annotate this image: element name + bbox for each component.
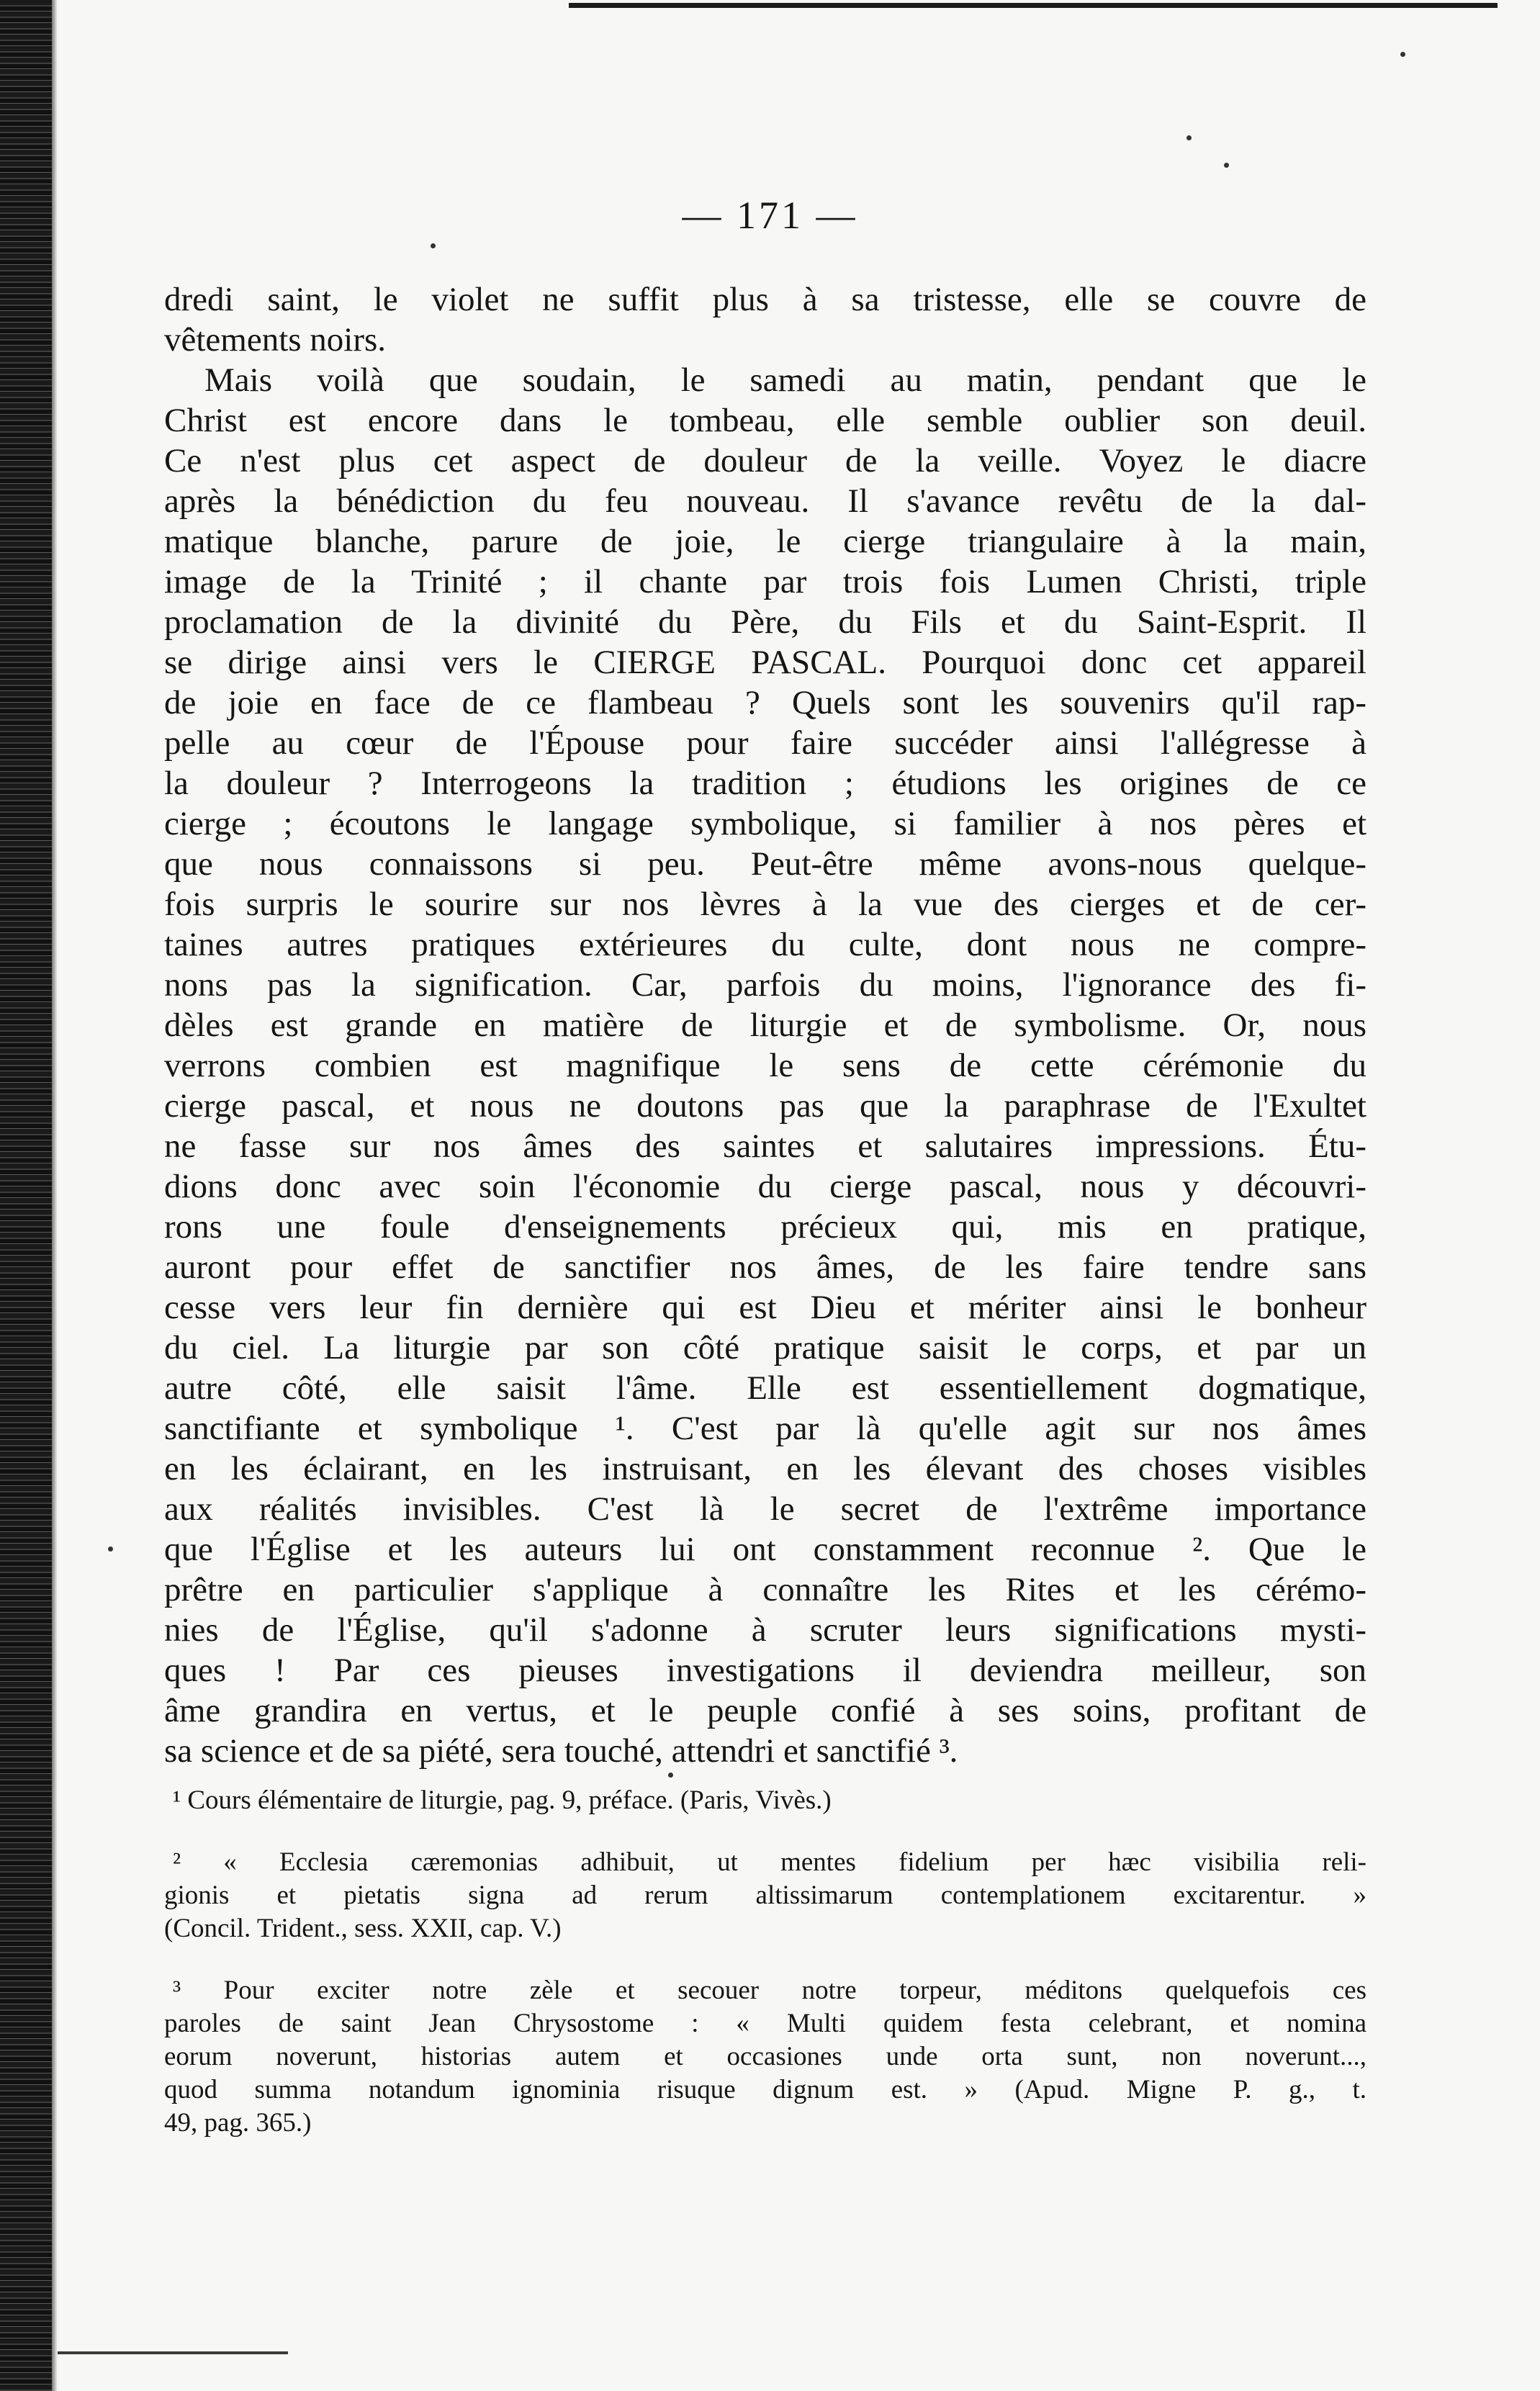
scan-speck: [431, 243, 436, 248]
text-line: cierge pascal, et nous ne doutons pas que la paraphrase de l'Exultet: [164, 1087, 1366, 1125]
footnote-line: ¹ Cours élémentaire de liturgie, pag. 9, préface. (Paris, Vivès.): [173, 1786, 832, 1815]
footnote-2: [164, 1846, 1366, 1945]
footnotes: [164, 1784, 1366, 2169]
scan-edge-shadow: [52, 0, 58, 2391]
text-line: se dirige ainsi vers le CIERGE PASCAL. Pourquoi donc cet appareil: [164, 644, 1366, 681]
footnote-line: paroles de saint Jean Chrysostome : « Multi quidem festa celebrant, et nomina: [164, 2009, 1366, 2038]
text-line: en les éclairant, en les instruisant, en les élevant des choses visibles: [164, 1450, 1366, 1487]
scan-speck: [108, 1546, 113, 1552]
text-line: que l'Église et les auteurs lui ont constamment reconnue ². Que le: [164, 1531, 1366, 1568]
text-line: nies de l'Église, qu'il s'adonne à scruter leurs significations mysti-: [164, 1611, 1366, 1649]
footnote-line: gionis et pietatis signa ad rerum altissimarum contemplationem excitarentur. »: [164, 1881, 1366, 1910]
text-line: dions donc avec soin l'économie du cierge pascal, nous y découvri-: [164, 1168, 1366, 1205]
scan-speck: [1224, 163, 1229, 168]
scan-top-rule: [569, 3, 1498, 8]
scan-speck: [1186, 135, 1192, 140]
text-line: proclamation de la divinité du Père, du Fils et du Saint-Esprit. Il: [164, 603, 1366, 641]
text-line: prêtre en particulier s'applique à connaître les Rites et les cérémo-: [164, 1571, 1366, 1608]
scan-binding-edge: [0, 0, 52, 2391]
text-line: matique blanche, parure de joie, le cierge triangulaire à la main,: [164, 523, 1366, 560]
text-line: du ciel. La liturgie par son côté pratique saisit le corps, et par un: [164, 1329, 1366, 1366]
text-line: autre côté, elle saisit l'âme. Elle est essentiellement dogmatique,: [164, 1369, 1366, 1407]
text-line: Ce n'est plus cet aspect de douleur de la veille. Voyez le diacre: [164, 442, 1366, 479]
footnote-line: (Concil. Trident., sess. XXII, cap. V.): [164, 1914, 562, 1943]
text-line: auront pour effet de sanctifier nos âmes, de les faire tendre sans: [164, 1248, 1366, 1286]
text-line: sa science et de sa piété, sera touché, attendri et sanctifié ³.: [164, 1732, 958, 1770]
text-line: que nous connaissons si peu. Peut-être même avons-nous quelque-: [164, 845, 1366, 883]
text-line: taines autres pratiques extérieures du culte, dont nous ne compre-: [164, 926, 1366, 963]
text-line: rons une foule d'enseignements précieux qui, mis en pratique,: [164, 1208, 1366, 1246]
footnote-line: 49, pag. 365.): [164, 2108, 312, 2138]
text-line: ques ! Par ces pieuses investigations il deviendra meilleur, son: [164, 1652, 1366, 1689]
text-line: Christ est encore dans le tombeau, elle semble oublier son deuil.: [164, 402, 1366, 439]
footnote-line: ² « Ecclesia cæremonias adhibuit, ut mentes fidelium per hæc visibilia reli-: [173, 1847, 1366, 1877]
footnote-line: quod summa notandum ignominia risuque dignum est. » (Apud. Migne P. g., t.: [164, 2075, 1366, 2104]
text-line: sanctifiante et symbolique ¹. C'est par là qu'elle agit sur nos âmes: [164, 1410, 1366, 1447]
text-line: nons pas la signification. Car, parfois du moins, l'ignorance des fi-: [164, 966, 1366, 1004]
page-number: — 171 —: [682, 194, 858, 237]
text-line: Mais voilà que soudain, le samedi au matin, pendant que le: [204, 361, 1366, 399]
footnote-3: [164, 1974, 1366, 2140]
scan-speck: [668, 1773, 673, 1778]
text-line: cierge ; écoutons le langage symbolique, si familier à nos pères et: [164, 805, 1366, 842]
text-line: aux réalités invisibles. C'est là le secret de l'extrême importance: [164, 1490, 1366, 1528]
text-line: fois surpris le sourire sur nos lèvres à la vue des cierges et de cer-: [164, 886, 1366, 923]
text-line: vêtements noirs.: [164, 321, 387, 359]
text-line: dredi saint, le violet ne suffit plus à sa tristesse, elle se couvre de: [164, 281, 1366, 318]
text-line: de joie en face de ce flambeau ? Quels sont les souvenirs qu'il rap-: [164, 684, 1366, 721]
text-line: la douleur ? Interrogeons la tradition ; étudions les origines de ce: [164, 765, 1366, 802]
text-line: ne fasse sur nos âmes des saintes et salutaires impressions. Étu-: [164, 1127, 1366, 1165]
text-line: âme grandira en vertus, et le peuple confié à ses soins, profitant de: [164, 1692, 1366, 1729]
text-line: cesse vers leur fin dernière qui est Dieu et mériter ainsi le bonheur: [164, 1289, 1366, 1326]
body-text: [164, 279, 1366, 1771]
text-line: dèles est grande en matière de liturgie et de symbolisme. Or, nous: [164, 1007, 1366, 1044]
text-line: après la bénédiction du feu nouveau. Il s'avance revêtu de la dal-: [164, 482, 1366, 520]
footnote-line: eorum noverunt, historias autem et occasiones unde orta sunt, non noverunt...,: [164, 2042, 1366, 2071]
text-line: verrons combien est magnifique le sens de cette cérémonie du: [164, 1047, 1366, 1084]
text-line: pelle au cœur de l'Épouse pour faire succéder ainsi l'allégresse à: [164, 724, 1366, 762]
footnote-1: [164, 1784, 1366, 1817]
text-line: image de la Trinité ; il chante par trois fois Lumen Christi, triple: [164, 563, 1366, 600]
footnote-line: ³ Pour exciter notre zèle et secouer notre torpeur, méditons quelquefois ces: [173, 1976, 1366, 2005]
scan-speck: [1400, 52, 1405, 57]
scan-bottom-rule: [58, 2351, 288, 2354]
